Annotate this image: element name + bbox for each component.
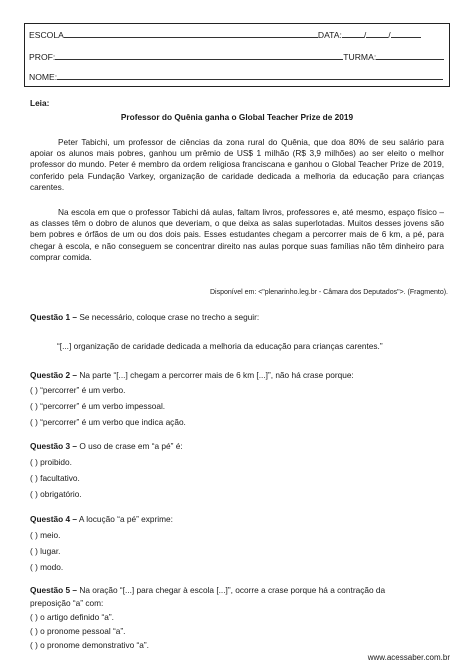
question-5-continuation: preposição “a” com: xyxy=(30,598,104,608)
option-checkbox[interactable]: ( ) lugar. xyxy=(30,546,61,556)
option-checkbox[interactable]: ( ) facultativo. xyxy=(30,473,80,483)
article-paragraph-1: Peter Tabichi, um professor de ciências da zona rural do Quênia, que doa 80% de seu salário para apoiar os alunos mais pobres, ganhou um prêmio de US$ 1 milhão (R$ 3,9 milhões) ao ser eleito o melhor professor do mundo. Peter é membro da ordem religiosa franciscana e ganhou o Global Teacher Prize de 2019, conferido pela Fundação Varkey, organização de caridade dedicada a melhoria da educação para crianças carentes. xyxy=(30,137,444,192)
article-paragraph-2: Na escola em que o professor Tabichi dá aulas, faltam livros, professores e, até mesmo, espaço físico – as classes têm o dobro de alunos que deveriam, o que deixa as salas superlotadas. Muitos desses jovens são bem pobres e órfãos de um ou dos dois pais. Esses estudantes chegam a percorrer mais de 6 km, a pé, para chegar à escola, e não conseguem se concentrar direito nas aulas porque suas famílias não têm dinheiro para comprar comida. xyxy=(30,207,444,262)
option-checkbox[interactable]: ( ) obrigatório. xyxy=(30,489,82,499)
footer-url[interactable]: www.acessaber.com.br xyxy=(367,653,450,662)
source-citation: Disponível em: <"plenarinho.leg.br - Câmara dos Deputados">. (Fragmento). xyxy=(209,289,448,296)
option-checkbox[interactable]: ( ) meio. xyxy=(30,530,61,540)
leia-label: Leia: xyxy=(30,98,50,108)
prof-field[interactable] xyxy=(55,51,343,60)
prof-label: PROF: xyxy=(29,52,56,62)
nome-line xyxy=(29,71,443,82)
question-label: Questão 5 – xyxy=(30,585,78,595)
question-4 xyxy=(30,514,173,525)
option-checkbox[interactable]: ( ) o artigo definido “a”. xyxy=(30,612,114,622)
question-5 xyxy=(30,585,385,596)
nome-field[interactable] xyxy=(57,71,443,80)
option-checkbox[interactable]: ( ) proibido. xyxy=(30,457,72,467)
date-separator: / xyxy=(363,30,367,40)
date-separator: / xyxy=(388,30,391,40)
question-text: O uso de crase em “a pé” é: xyxy=(77,441,183,451)
header-box xyxy=(24,23,450,87)
year-field[interactable] xyxy=(391,29,421,38)
turma-field[interactable] xyxy=(376,51,444,60)
question-label: Questão 4 – xyxy=(30,514,78,524)
escola-field[interactable] xyxy=(64,29,318,38)
article-title: Professor do Quênia ganha o Global Teacher Prize de 2019 xyxy=(120,112,354,122)
question-text: Se necessário, coloque crase no trecho a seguir: xyxy=(77,312,260,322)
question-label: Questão 3 – xyxy=(30,441,78,451)
question-text: A locução “a pé” exprime: xyxy=(77,514,173,524)
question-1 xyxy=(30,312,259,323)
prof-line xyxy=(29,51,444,62)
escola-label: ESCOLA xyxy=(29,30,64,40)
question-3 xyxy=(30,441,183,452)
turma-label: TURMA: xyxy=(343,52,377,62)
question-label: Questão 2 – xyxy=(30,370,78,380)
option-checkbox[interactable]: ( ) modo. xyxy=(30,562,64,572)
month-field[interactable] xyxy=(363,29,391,40)
data-label: DATA: xyxy=(317,30,342,40)
option-checkbox[interactable]: ( ) “percorrer” é um verbo que indica ação. xyxy=(30,417,186,427)
question-2 xyxy=(30,370,354,381)
question-text: Na parte “[...] chegam a percorrer mais de 6 km [...]”, não há crase porque: xyxy=(77,370,354,380)
nome-label: NOME: xyxy=(29,72,58,82)
day-field[interactable] xyxy=(342,29,367,40)
option-checkbox[interactable]: ( ) o pronome demonstrativo “a”. xyxy=(30,640,149,650)
option-checkbox[interactable]: ( ) o pronome pessoal “a”. xyxy=(30,626,126,636)
option-checkbox[interactable]: ( ) “percorrer” é um verbo. xyxy=(30,385,126,395)
question-text: Na oração “[...] para chegar à escola [...]”, ocorre a crase porque há a contração da xyxy=(77,585,386,595)
question-1-quote: “[...] organização de caridade dedicada a melhoria da educação para crianças carentes.” xyxy=(57,341,383,351)
escola-line xyxy=(29,29,421,40)
option-checkbox[interactable]: ( ) “percorrer” é um verbo impessoal. xyxy=(30,401,166,411)
question-label: Questão 1 – xyxy=(30,312,78,322)
